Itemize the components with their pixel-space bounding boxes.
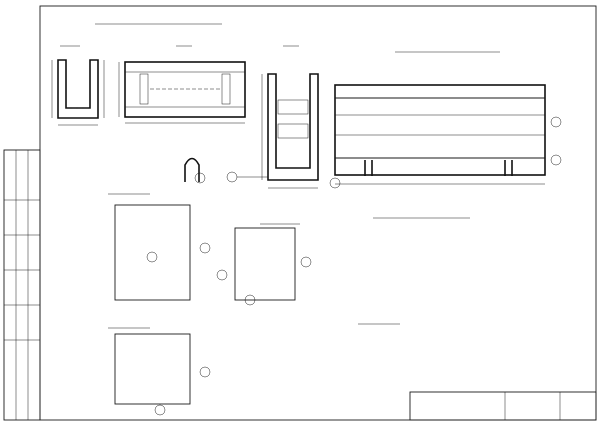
sheet-frame xyxy=(40,6,596,420)
section-2-2 xyxy=(52,46,104,125)
callout-5 xyxy=(227,172,237,182)
grid-c3 xyxy=(108,328,210,415)
grid-c2 xyxy=(217,224,311,305)
grid-c1 xyxy=(108,194,210,300)
section-1-1 xyxy=(119,46,245,123)
sling-loop-detail xyxy=(185,159,205,184)
side-stamp xyxy=(4,150,40,420)
reinforcement-4-4 xyxy=(330,85,561,188)
